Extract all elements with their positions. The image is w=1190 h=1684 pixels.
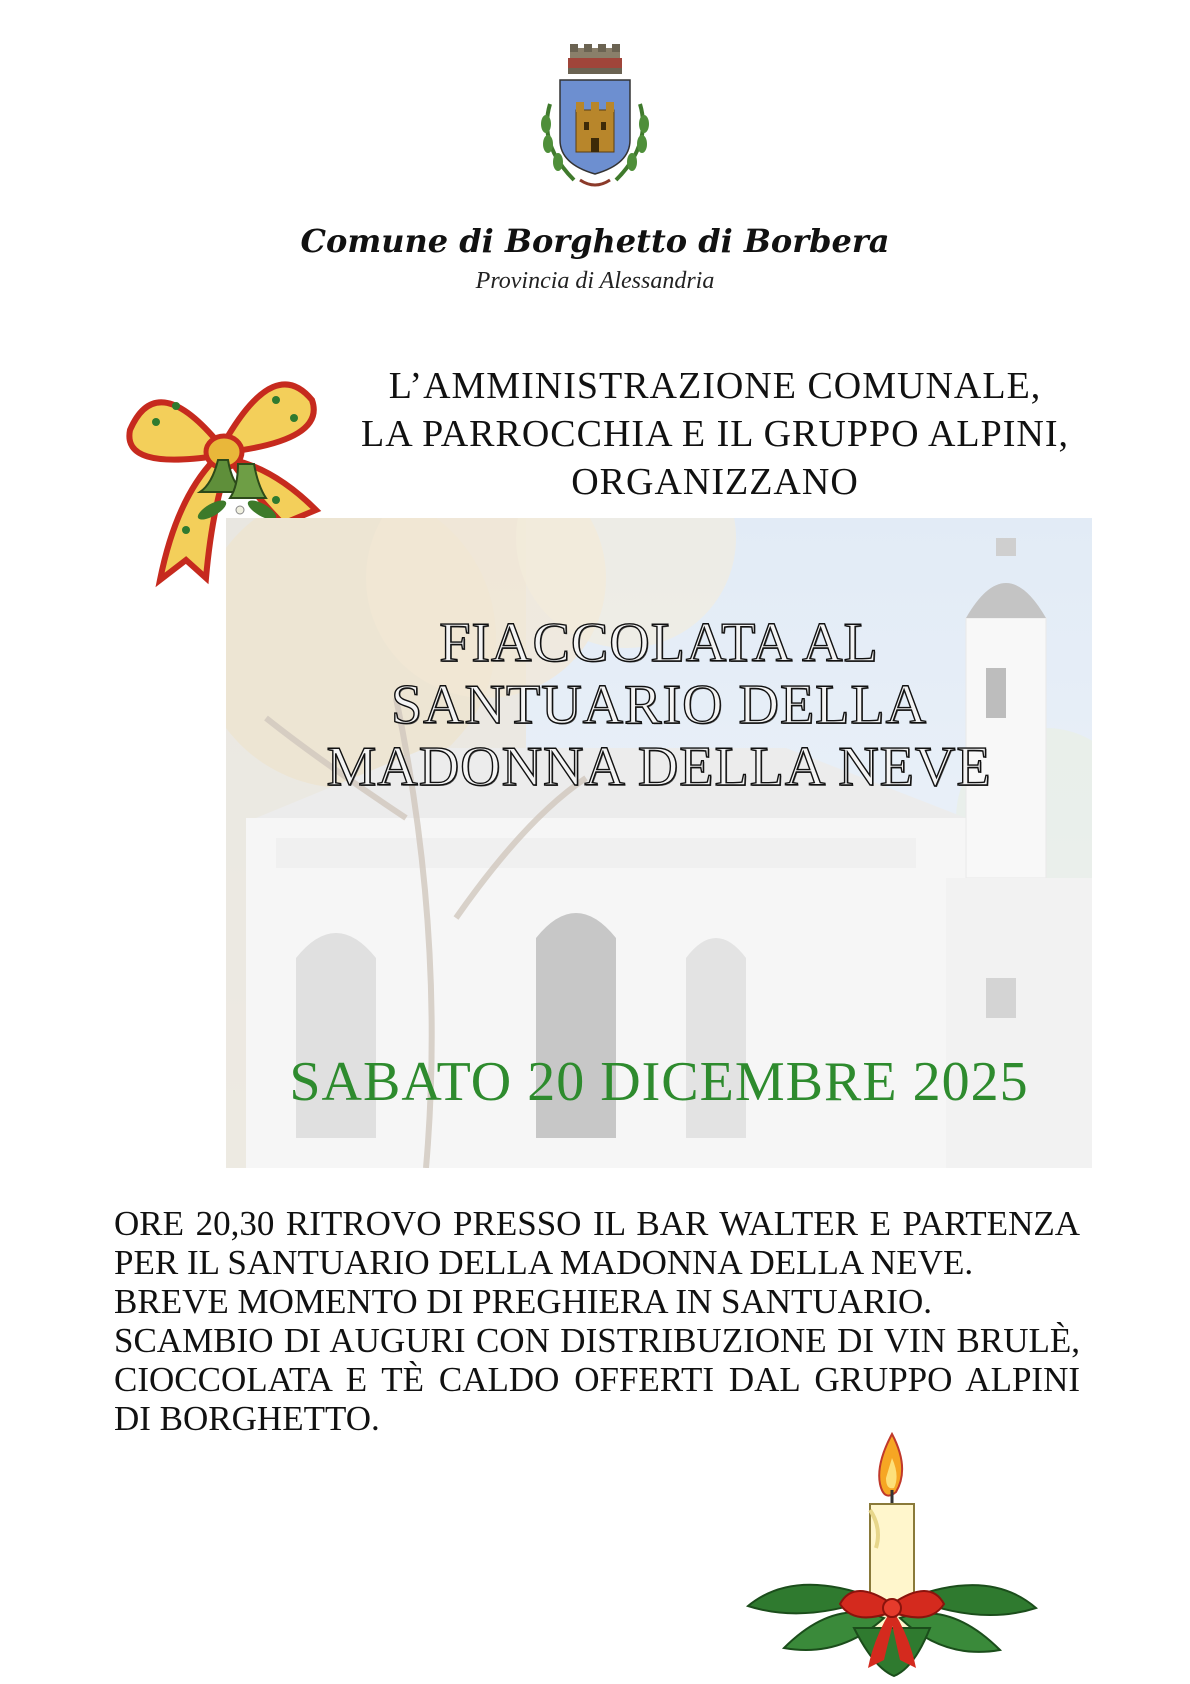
organizers-line: ORGANIZZANO	[571, 461, 859, 503]
details-paragraph: BREVE MOMENTO DI PREGHIERA IN SANTUARIO.	[114, 1282, 932, 1321]
event-title-line: FIACCOLATA AL	[439, 612, 879, 674]
event-title-line: MADONNA DELLA NEVE	[326, 736, 992, 798]
event-title-line: SANTUARIO DELLA	[390, 674, 928, 736]
event-date: SABATO 20 DICEMBRE 2025	[289, 1051, 1029, 1113]
event-title	[226, 612, 1092, 798]
province-name: Provincia di Alessandria	[475, 268, 715, 294]
organizers-text	[300, 362, 1130, 506]
details-paragraph: ORE 20,30 RITROVO PRESSO IL BAR WALTER E PARTENZA PER IL SANTUARIO DELLA MADONNA DELLA NEVE.	[114, 1204, 1080, 1282]
coat-of-arms-icon	[524, 44, 666, 194]
details-paragraph: SCAMBIO DI AUGURI CON DISTRIBUZIONE DI VIN BRULÈ, CIOCCOLATA E TÈ CALDO OFFERTI DAL GRUPPO ALPINI DI BORGHETTO.	[114, 1321, 1080, 1438]
organizers-line: L’AMMINISTRAZIONE COMUNALE,	[388, 365, 1042, 407]
christmas-candle-icon	[744, 1428, 1040, 1678]
event-details	[114, 1204, 1080, 1438]
organizers-line: LA PARROCCHIA E IL GRUPPO ALPINI,	[361, 413, 1069, 455]
comune-name: Comune di Borghetto di Borbera	[300, 222, 890, 260]
